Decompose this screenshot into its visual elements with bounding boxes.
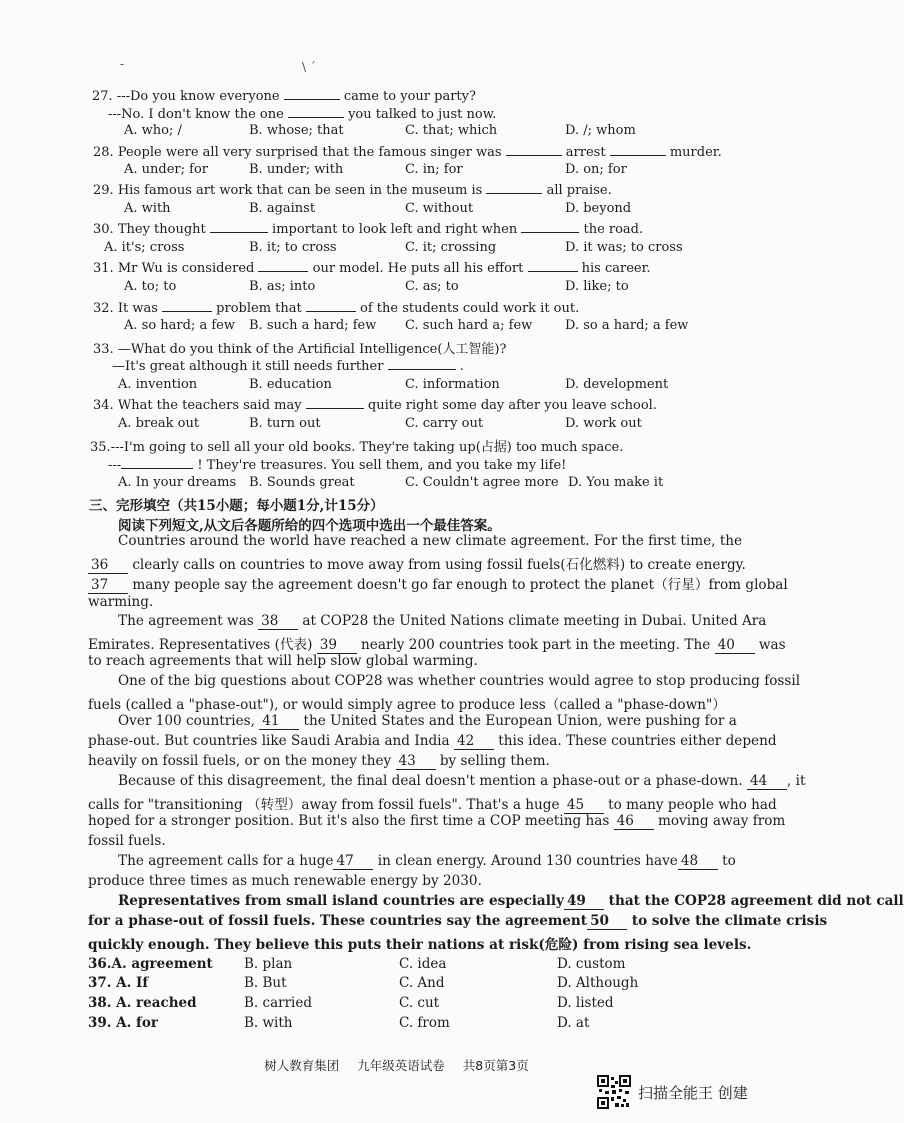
passage-line [88,733,777,750]
cloze-option: 39. A. for [88,1015,158,1031]
cloze-option: C. And [399,975,445,991]
passage-text: this idea. These countries either depend [493,733,777,749]
answer-blank [210,220,268,233]
option-a: A. break out [118,416,200,431]
cloze-blank: 43 [396,753,436,770]
passage-line [88,693,726,713]
option-d: D. it was; to cross [565,240,683,255]
passage-line [88,913,828,930]
answer-blank [306,396,364,409]
cloze-blank: 44 [747,773,787,790]
passage-line [118,773,806,790]
question-33-reply: —It's great although it still needs further . [112,359,464,374]
question-29: 29. His famous art work that can be seen in the museum is all praise. [93,183,612,198]
passage-text: fossil fuels. [88,833,166,849]
option-c: C. such hard a; few [405,318,533,333]
section-instruction: 阅读下列短文,从文后各题所给的四个选项中选出一个最佳答案。 [118,518,501,534]
passage-text: warming. [88,594,154,610]
question-35-options [0,475,793,493]
passage-text: clearly calls on countries to move away from using fossil fuels(石化燃料) to create energy. [128,557,746,573]
option-a: A. who; / [124,123,182,138]
passage-text: the United States and the European Union, were pushing for a [299,713,737,729]
answer-blank [121,456,193,469]
option-b: B. under; with [249,162,344,177]
cloze-option: B. But [244,975,287,991]
passage-text: moving away from [653,813,786,829]
passage-text: Countries around the world have reached a new climate agreement. For the first time, the [118,533,743,549]
option-a: A. In your dreams [118,475,237,490]
question-30-options [0,240,793,258]
passage-text: hoped for a stronger position. But it's also the first time a COP meeting has [88,813,614,829]
passage-text: Representatives from small island countries are especially [118,893,564,909]
passage-text: that the COP28 agreement did not call [603,893,904,909]
passage-text: at COP28 the United Nations climate meeting in Dubai. United Ara [298,613,767,629]
passage-line [88,873,717,889]
qr-code-icon [597,1075,631,1109]
answer-blank [306,299,356,312]
footer-pages: 共8页第3页 [462,1058,529,1073]
answer-blank [506,143,562,156]
option-b: B. Sounds great [249,475,355,490]
cloze-option: B. carried [244,995,312,1011]
passage-line [88,653,717,669]
option-c: C. Couldn't agree more [405,475,559,490]
passage-text: One of the big questions about COP28 was whether countries would agree to stop producing fossil [118,673,801,689]
cloze-blank: 39 [317,637,357,654]
answer-blank [288,105,344,118]
question-33: 33. —What do you think of the Artificial Intelligence(人工智能)? [93,342,507,357]
passage-line [88,793,777,814]
question-29-options [0,201,793,219]
cloze-blank: 45 [564,797,604,814]
cloze-blank: 50 [587,913,627,930]
cloze-blank: 41 [259,713,299,730]
passage-text: produce three times as much renewable energy by 2030. [88,873,482,889]
option-b: B. turn out [249,416,321,431]
answer-blank [486,181,542,194]
option-c: C. as; to [405,279,459,294]
passage-text: quickly enough. They believe this puts their nations at risk(危险) from rising sea levels. [88,937,752,953]
passage-line [118,533,743,549]
question-28: 28. People were all very surprised that the famous singer was arrest murder. [93,145,722,160]
passage-text: calls for "transitioning （转型）away from fossil fuels". That's a huge [88,797,564,813]
passage-text: to [717,853,736,869]
passage-text: many people say the agreement doesn't go far enough to protect the planet（行星）from global [128,577,788,593]
option-a: A. to; to [124,279,177,294]
passage-line [118,893,904,910]
passage-text: was [754,637,786,653]
footer-grade: 九年级英语试卷 [357,1058,445,1073]
option-a: A. it's; cross [104,240,185,255]
question-32-options [0,318,793,336]
answer-blank [610,143,666,156]
passage-text: Over 100 countries, [118,713,260,729]
cloze-blank: 42 [454,733,494,750]
question-35: 35.---I'm going to sell all your old books. They're taking up(占据) too much space. [90,440,624,455]
cloze-blank: 36 [88,557,128,574]
option-d: D. work out [565,416,642,431]
question-30: 30. They thought important to look left and right when the road. [93,222,644,237]
passage-text: The agreement calls for a huge [118,853,334,869]
page-footer [0,1056,793,1074]
passage-line [118,713,737,730]
question-31: 31. Mr Wu is considered our model. He puts all his effort his career. [93,261,651,276]
passage-line [88,833,717,849]
cloze-blank: 38 [258,613,298,630]
option-c: C. carry out [405,416,484,431]
option-b: B. against [249,201,316,216]
answer-blank [388,357,456,370]
option-d: D. like; to [565,279,629,294]
option-d: D. on; for [565,162,627,177]
passage-line [118,613,767,630]
passage-text: by selling them. [435,753,550,769]
passage-text: The agreement was [118,613,259,629]
option-b: B. whose; that [249,123,344,138]
cloze-option: D. at [557,1015,590,1031]
question-35-reply: --- ! They're treasures. You sell them, and you take my life! [108,458,567,473]
passage-text: to reach agreements that will help slow global warming. [88,653,478,669]
option-b: B. such a hard; few [249,318,377,333]
passage-text: fuels (called a "phase-out"), or would simply agree to produce less（called a "phase-down"） [88,697,726,713]
cloze-option: 37. A. If [88,975,149,991]
question-27-options [0,123,793,141]
option-c: C. without [405,201,474,216]
passage-text: for a phase-out of fossil fuels. These countries say the agreement [88,913,588,929]
section-heading: 三、完形填空（共15小题；每小题1分,计15分） [89,498,384,514]
passage-line [88,933,752,953]
answer-blank [284,87,340,100]
answer-blank [162,299,212,312]
cloze-option: B. plan [244,956,293,972]
option-a: A. with [124,201,171,216]
question-34: 34. What the teachers said may quite right some day after you leave school. [93,398,657,413]
passage-text: in clean energy. Around 130 countries have [373,853,678,869]
cloze-option: 38. A. reached [88,995,197,1011]
cloze-blank: 40 [715,637,755,654]
option-b: B. education [249,377,332,392]
cloze-option: D. custom [557,956,626,972]
cloze-blank: 48 [678,853,718,870]
question-32: 32. It was problem that of the students could work it out. [93,301,580,316]
option-a: A. so hard; a few [124,318,235,333]
option-b: B. it; to cross [249,240,337,255]
option-c: C. that; which [405,123,498,138]
passage-line [118,673,801,689]
option-a: A. under; for [124,162,208,177]
option-d: D. beyond [565,201,632,216]
scanner-watermark: 扫描全能王 创建 [638,1084,748,1102]
cloze-option: C. from [399,1015,450,1031]
cloze-option: D. listed [557,995,614,1011]
question-28-options [0,162,793,180]
passage-text: , it [786,773,806,789]
passage-text: heavily on fossil fuels, or on the money they [88,753,396,769]
question-27-reply: ---No. I don't know the one you talked to just now. [108,107,497,122]
passage-text: nearly 200 countries took part in the meeting. The [356,637,715,653]
scan-mark: - [120,57,125,71]
question-34-options [0,416,793,434]
passage-text: Emirates. Representatives (代表) [88,637,317,653]
passage-line [88,753,717,770]
passage-line [118,853,736,870]
option-d: D. /; whom [565,123,636,138]
option-b: B. as; into [249,279,316,294]
answer-blank [528,259,578,272]
question-31-options [0,279,793,297]
scan-mark: \ ˊ [302,60,316,74]
footer-school: 树人教育集团 [264,1058,340,1073]
question-33-options [0,377,793,395]
cloze-option: D. Although [557,975,639,991]
cloze-option: C. idea [399,956,447,972]
passage-text: phase-out. But countries like Saudi Arabia and India [88,733,454,749]
passage-text: to many people who had [603,797,777,813]
cloze-blank: 47 [333,853,373,870]
option-c: C. it; crossing [405,240,497,255]
cloze-blank: 49 [564,893,604,910]
question-27: 27. ---Do you know everyone came to your party? [92,89,476,104]
passage-text: Because of this disagreement, the final deal doesn't mention a phase-out or a phase-down. [118,773,747,789]
option-d: D. You make it [568,475,664,490]
option-d: D. development [565,377,669,392]
cloze-option: 36.A. agreement [88,956,213,972]
passage-line [88,573,788,594]
answer-blank [258,259,308,272]
passage-line [88,553,746,574]
passage-line [88,633,786,654]
cloze-option: B. with [244,1015,293,1031]
cloze-blank: 37 [88,577,128,594]
answer-blank [521,220,579,233]
option-a: A. invention [118,377,198,392]
option-c: C. information [405,377,500,392]
passage-text: to solve the climate crisis [627,913,828,929]
passage-line [88,813,786,830]
option-d: D. so a hard; a few [565,318,689,333]
cloze-option: C. cut [399,995,440,1011]
option-c: C. in; for [405,162,463,177]
cloze-blank: 46 [614,813,654,830]
passage-line [88,594,717,610]
